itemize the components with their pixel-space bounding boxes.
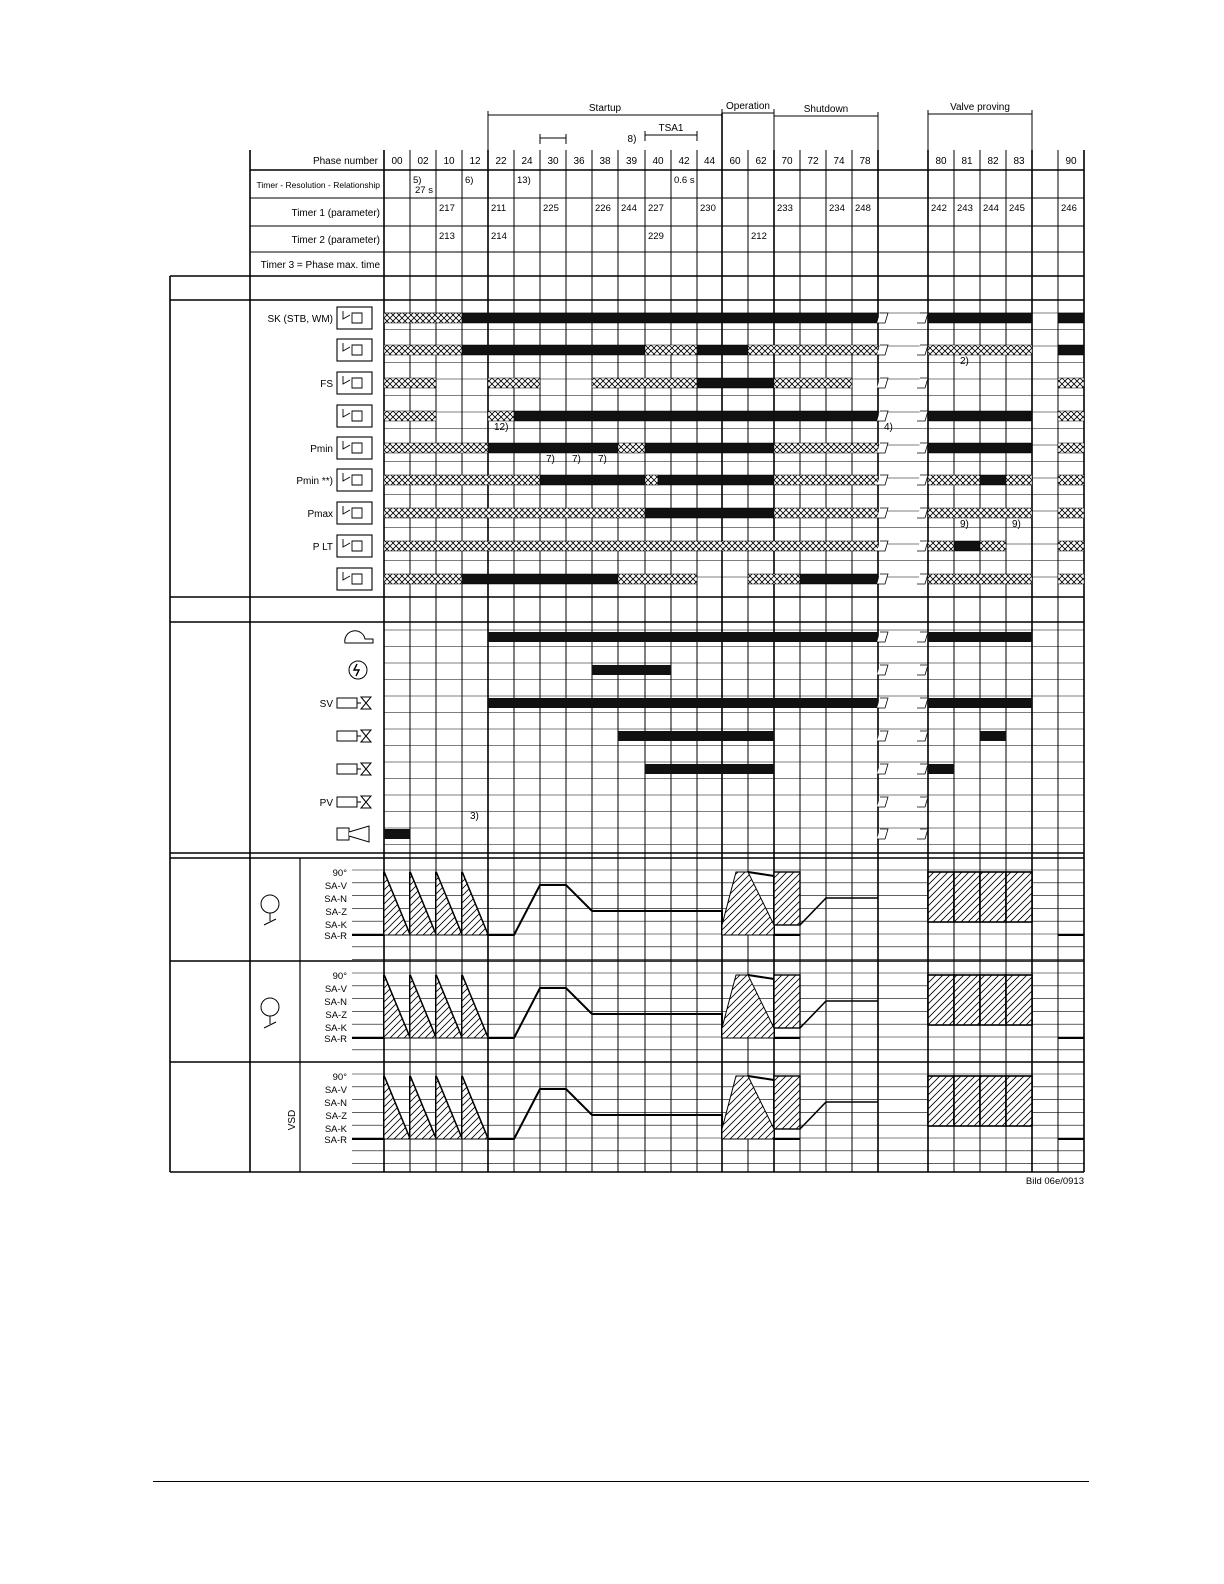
input-label: Pmin (310, 444, 333, 455)
phase-90: 90 (1065, 156, 1077, 167)
break-mark (917, 378, 928, 388)
phase-00: 00 (391, 156, 403, 167)
signal-any-bar (1058, 574, 1084, 584)
pilot-valve-icon-valve (357, 796, 371, 808)
signal-on-bar (928, 443, 1032, 453)
break-mark (917, 665, 928, 675)
timer-cell: 242 (931, 203, 947, 214)
signal-any-bar (384, 345, 462, 355)
actuator-level-label: SA-V (324, 984, 347, 995)
signal-on-bar (645, 508, 774, 518)
shutdown-bracket-label: Shutdown (803, 104, 849, 115)
actuator-block (774, 872, 800, 925)
figure-id: Bild 06e/0913 (1025, 1176, 1084, 1187)
break-mark (917, 764, 928, 774)
signal-any-bar (1058, 475, 1084, 485)
timer-cell: 211 (491, 203, 507, 214)
input-note: 2) (960, 356, 969, 367)
input-note: 9) (1012, 519, 1021, 530)
actuator-level-label: SA-R (324, 1135, 347, 1146)
signal-on-bar (800, 574, 878, 584)
signal-on-bar (980, 475, 1006, 485)
actuator-ramp (436, 872, 462, 935)
signal-on-bar (697, 345, 748, 355)
header-row-label: Timer 2 (parameter) (291, 235, 380, 246)
signal-any-bar (645, 475, 658, 485)
actuator-ramp (436, 975, 462, 1038)
actuator-block (928, 975, 954, 1025)
timer-cell: 230 (700, 203, 716, 214)
signal-any-bar (1058, 508, 1084, 518)
input-label: Pmin **) (296, 476, 333, 487)
signal-any-bar (748, 574, 800, 584)
startup-bracket-label: Startup (588, 103, 622, 114)
signal-any-bar (384, 378, 436, 388)
signal-any-bar (1058, 541, 1084, 551)
phase-36: 36 (573, 156, 585, 167)
phase-42: 42 (678, 156, 690, 167)
actuator-ramp (384, 975, 410, 1038)
phase-78: 78 (859, 156, 871, 167)
input-note: 9) (960, 519, 969, 530)
signal-on-bar (928, 411, 1032, 421)
timer-cell: 0.6 s (674, 175, 695, 186)
actuator-level-label: SA-K (324, 1023, 347, 1034)
actuator-level-label: 90° (332, 971, 347, 982)
output-on-bar (384, 829, 410, 839)
actuator-level-label: SA-N (324, 1098, 347, 1109)
flame-sensor-icon (337, 372, 372, 394)
timer-cell: 213 (439, 231, 455, 242)
signal-any-bar (645, 345, 697, 355)
timer-cell: 234 (829, 203, 845, 214)
operation-bracket-label: Operation (726, 101, 770, 112)
phase-82: 82 (987, 156, 999, 167)
input-label: SK (STB, WM) (267, 314, 333, 325)
signal-any-bar (618, 574, 697, 584)
actuator-block (928, 872, 954, 922)
actuator-level-label: SA-Z (325, 907, 347, 918)
phase-12: 12 (469, 156, 481, 167)
phase-22: 22 (495, 156, 507, 167)
signal-on-bar (1058, 313, 1084, 323)
timer-cell: 244 (621, 203, 637, 214)
phase-30: 30 (547, 156, 559, 167)
header-row-label: Timer - Resolution - Relationship (256, 180, 380, 190)
actuator-block (1006, 1076, 1032, 1126)
signal-any-bar (384, 508, 645, 518)
actuator-ramp (722, 975, 774, 1038)
signal-any-bar (928, 345, 1032, 355)
phase-02: 02 (417, 156, 429, 167)
output-on-bar (980, 731, 1006, 741)
signal-on-bar (658, 475, 774, 485)
signal-any-bar (1058, 378, 1084, 388)
signal-any-bar (1006, 475, 1032, 485)
actuator-ramp (722, 1076, 774, 1139)
actuator-block (928, 1076, 954, 1126)
signal-any-bar (928, 508, 1032, 518)
signal-any-bar (774, 508, 878, 518)
actuator-ramp (436, 1076, 462, 1139)
valve-proving-bracket-label: Valve proving (950, 102, 1010, 113)
break-mark (917, 731, 928, 741)
break-mark (917, 411, 928, 421)
signal-any-bar (748, 345, 878, 355)
timer-cell: 246 (1061, 203, 1077, 214)
actuator-2-icon-stem (264, 1016, 276, 1028)
actuator-ramp (410, 1076, 436, 1139)
input-label: P LT (312, 542, 333, 553)
signal-any-bar (618, 443, 645, 453)
fuel-valve-2-icon-valve (357, 763, 371, 775)
actuator-block (980, 975, 1006, 1025)
fan-motor-icon (345, 631, 373, 643)
signal-on-bar (645, 443, 774, 453)
input-note: 7) (598, 454, 607, 465)
signal-any-bar (928, 475, 980, 485)
sk-switch-icon (337, 307, 372, 329)
timer-cell: 233 (777, 203, 793, 214)
phase-81: 81 (961, 156, 973, 167)
input-note: 7) (572, 454, 581, 465)
signal-any-bar (384, 475, 540, 485)
phase-70: 70 (781, 156, 793, 167)
fuel-valve-1-icon (337, 731, 357, 741)
pilot-valve-icon (337, 797, 357, 807)
phase-10: 10 (443, 156, 455, 167)
pressure-switch-icon (337, 437, 372, 459)
actuator-ramp (462, 1076, 488, 1139)
safety-valve-icon-valve (357, 697, 371, 709)
signal-any-bar (488, 378, 540, 388)
actuator-level-label: 90° (332, 868, 347, 879)
actuator-block (774, 1076, 800, 1129)
signal-any-bar (928, 541, 954, 551)
output-on-bar (592, 665, 671, 675)
signal-any-bar (774, 475, 878, 485)
alarm-icon (337, 828, 349, 840)
signal-any-bar (774, 378, 852, 388)
actuator-2-icon (261, 998, 279, 1016)
actuator-block (1006, 975, 1032, 1025)
signal-any-bar (1058, 443, 1084, 453)
page-footer-rule (153, 1481, 1089, 1482)
input-label: Pmax (307, 509, 333, 520)
input-label: FS (320, 379, 333, 390)
phase-38: 38 (599, 156, 611, 167)
signal-any-bar (488, 411, 514, 421)
actuator-block (954, 872, 980, 922)
output-on-bar (645, 764, 774, 774)
tsa1-bracket-label: TSA1 (658, 123, 684, 134)
contact-icon (337, 568, 372, 590)
timer-cell: 227 (648, 203, 664, 214)
timer-cell: 217 (439, 203, 455, 214)
phase-62: 62 (755, 156, 767, 167)
output-label: SV (319, 699, 333, 710)
timer-cell: 244 (983, 203, 999, 214)
actuator-ramp (722, 872, 774, 935)
break-mark (917, 508, 928, 518)
timer-cell: 248 (855, 203, 871, 214)
break-mark (917, 797, 928, 807)
signal-on-bar (488, 443, 618, 453)
timer-27s: 27 s (415, 185, 433, 196)
phase-80: 80 (935, 156, 947, 167)
actuator-ramp (384, 1076, 410, 1139)
fuel-valve-2-icon (337, 764, 357, 774)
actuator-level-label: SA-Z (325, 1010, 347, 1021)
signal-any-bar (980, 541, 1006, 551)
actuator-level-label: SA-Z (325, 1111, 347, 1122)
phase-83: 83 (1013, 156, 1025, 167)
input-note: 7) (546, 454, 555, 465)
pressure-switch-icon (337, 535, 372, 557)
break-mark (917, 574, 928, 584)
output-on-bar (488, 632, 878, 642)
position-switch-icon (337, 405, 372, 427)
actuator-level-label: SA-R (324, 931, 347, 942)
signal-on-bar (697, 378, 774, 388)
actuator-block (980, 1076, 1006, 1126)
signal-any-bar (384, 574, 462, 584)
note-8: 8) (627, 134, 637, 145)
break-mark (917, 541, 928, 551)
break-mark (917, 345, 928, 355)
output-on-bar (618, 731, 774, 741)
signal-any-bar (774, 443, 878, 453)
output-on-bar (928, 698, 1032, 708)
pressure-switch-icon (337, 469, 372, 491)
signal-any-bar (384, 541, 878, 551)
phase-44: 44 (703, 156, 716, 167)
output-on-bar (928, 764, 954, 774)
input-note: 4) (884, 422, 893, 433)
actuator-block (1006, 872, 1032, 922)
timer-cell: 225 (543, 203, 559, 214)
signal-any-bar (384, 313, 462, 323)
actuator-block (954, 1076, 980, 1126)
header-row-label: Timer 3 = Phase max. time (260, 260, 380, 271)
signal-any-bar (928, 574, 1032, 584)
phase-number-label: Phase number (312, 156, 378, 167)
timer-cell: 214 (491, 231, 507, 242)
actuator-level-label: 90° (332, 1072, 347, 1083)
safety-valve-icon (337, 698, 357, 708)
fuel-valve-1-icon-valve (357, 730, 371, 742)
header-row-label: Timer 1 (parameter) (291, 208, 380, 219)
phase-60: 60 (729, 156, 741, 167)
signal-on-bar (462, 574, 618, 584)
timer-cell: 13) (517, 175, 531, 186)
actuator-level-label: SA-V (324, 1085, 347, 1096)
signal-on-bar (462, 345, 645, 355)
actuator-level-label: SA-V (324, 881, 347, 892)
phase-40: 40 (652, 156, 664, 167)
pressure-switch-icon (337, 502, 372, 524)
actuator-ramp (410, 872, 436, 935)
phase-39: 39 (625, 156, 638, 167)
signal-on-bar (462, 313, 878, 323)
signal-any-bar (1058, 411, 1084, 421)
timer-cell: 226 (595, 203, 611, 214)
output-note: 3) (470, 811, 479, 822)
vsd-label: VSD (287, 1109, 298, 1131)
actuator-ramp (462, 975, 488, 1038)
timer-cell: 212 (751, 231, 767, 242)
break-mark (917, 475, 928, 485)
timer-cell: 6) (465, 175, 474, 186)
actuator-block (774, 975, 800, 1028)
actuator-level-label: SA-K (324, 920, 347, 931)
actuator-block (980, 872, 1006, 922)
signal-on-bar (540, 475, 645, 485)
break-mark (917, 829, 928, 839)
actuator-level-label: SA-N (324, 894, 347, 905)
break-mark (917, 632, 928, 642)
actuator-1-icon-stem (264, 913, 276, 925)
break-mark (917, 313, 928, 323)
signal-any-bar (384, 411, 436, 421)
actuator-ramp (462, 872, 488, 935)
actuator-1-icon (261, 895, 279, 913)
timer-cell: 245 (1009, 203, 1025, 214)
output-on-bar (488, 698, 878, 708)
timer-cell: 229 (648, 231, 664, 242)
phase-72: 72 (807, 156, 819, 167)
actuator-block (954, 975, 980, 1025)
signal-on-bar (954, 541, 980, 551)
signal-any-bar (384, 443, 488, 453)
phase-24: 24 (521, 156, 533, 167)
actuator-level-label: SA-K (324, 1124, 347, 1135)
actuator-ramp (410, 975, 436, 1038)
thermostat-icon (337, 339, 372, 361)
timer-cell: 5) (413, 175, 422, 186)
signal-any-bar (592, 378, 697, 388)
output-label: PV (319, 798, 333, 809)
break-mark (917, 698, 928, 708)
input-note: 12) (494, 422, 509, 433)
actuator-ramp (384, 872, 410, 935)
signal-on-bar (928, 313, 1032, 323)
output-on-bar (928, 632, 1032, 642)
actuator-level-label: SA-R (324, 1034, 347, 1045)
signal-on-bar (514, 411, 878, 421)
actuator-level-label: SA-N (324, 997, 347, 1008)
timer-cell: 243 (957, 203, 973, 214)
signal-on-bar (1058, 345, 1084, 355)
phase-74: 74 (833, 156, 845, 167)
break-mark (917, 443, 928, 453)
alarm-icon-horn (349, 826, 369, 842)
